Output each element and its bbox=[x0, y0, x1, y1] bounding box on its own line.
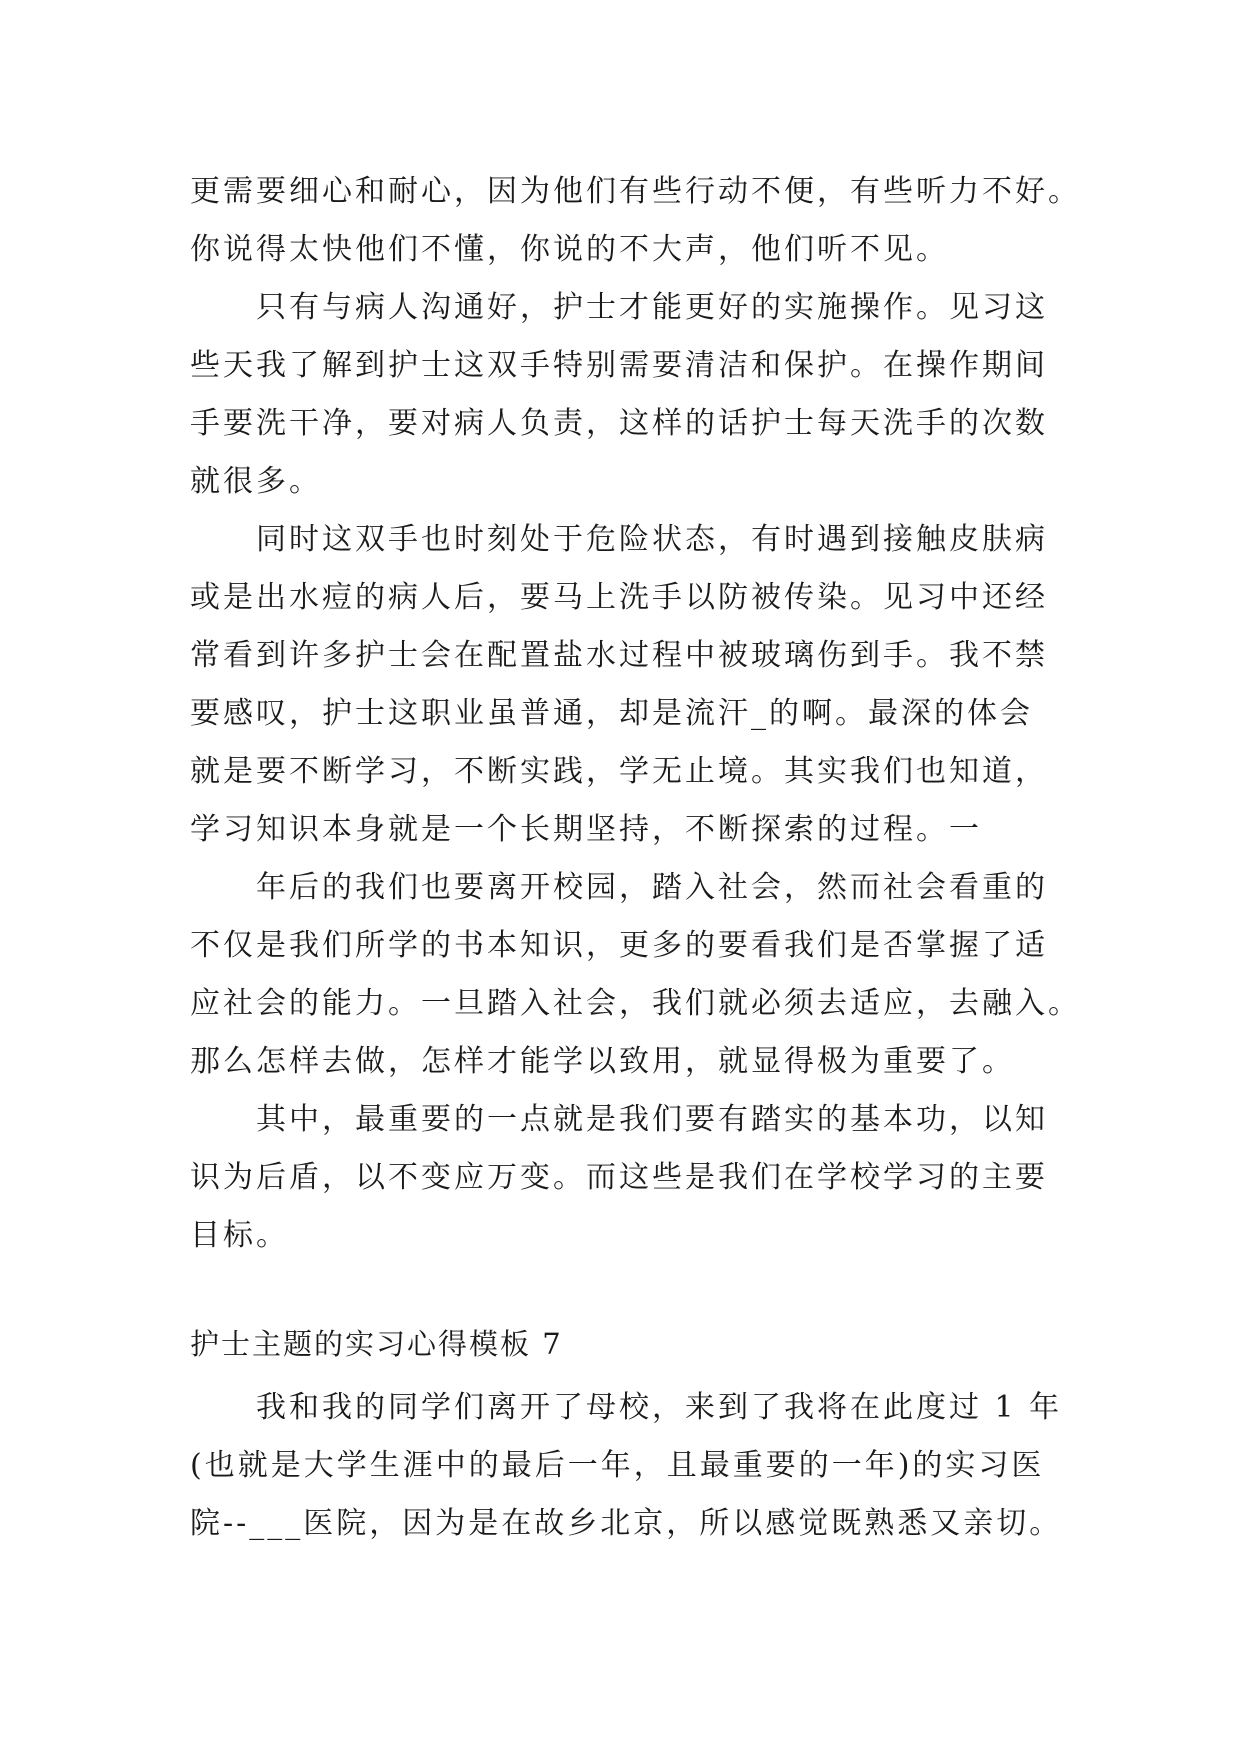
text-line: 那么怎样去做，怎样才能学以致用，就显得极为重要了。 bbox=[190, 1044, 1015, 1079]
text-line: 常看到许多护士会在配置盐水过程中被玻璃伤到手。我不禁 bbox=[190, 638, 1048, 673]
paragraph-start-line: 只有与病人沟通好，护士才能更好的实施操作。见习这 bbox=[256, 290, 1048, 325]
text-line: 识为后盾，以不变应万变。而这些是我们在学校学习的主要 bbox=[190, 1160, 1048, 1195]
text-line: 你说得太快他们不懂，你说的不大声，他们听不见。 bbox=[190, 232, 949, 267]
text-line: 院--___医院，因为是在故乡北京，所以感觉既熟悉又亲切。 bbox=[190, 1506, 1063, 1541]
paragraph-start-line: 同时这双手也时刻处于危险状态，有时遇到接触皮肤病 bbox=[256, 522, 1048, 557]
paragraph-start-line: 其中，最重要的一点就是我们要有踏实的基本功，以知 bbox=[256, 1102, 1048, 1137]
text-line: 不仅是我们所学的书本知识，更多的要看我们是否掌握了适 bbox=[190, 928, 1048, 963]
text-line: 更需要细心和耐心，因为他们有些行动不便，有些听力不好。 bbox=[190, 174, 1081, 209]
text-line: 应社会的能力。一旦踏入社会，我们就必须去适应，去融入。 bbox=[190, 986, 1081, 1021]
text-line: 些天我了解到护士这双手特别需要清洁和保护。在操作期间 bbox=[190, 348, 1048, 383]
text-line: 或是出水痘的病人后，要马上洗手以防被传染。见习中还经 bbox=[190, 580, 1048, 615]
paragraph-start-line: 我和我的同学们离开了母校，来到了我将在此度过 1 年 bbox=[256, 1390, 1063, 1425]
text-line: 就是要不断学习，不断实践，学无止境。其实我们也知道， bbox=[190, 754, 1048, 789]
text-line: 学习知识本身就是一个长期坚持，不断探索的过程。一 bbox=[190, 812, 982, 847]
text-line: 目标。 bbox=[190, 1218, 289, 1253]
text-line: 要感叹，护士这职业虽普通，却是流汗_的啊。最深的体会 bbox=[190, 696, 1033, 731]
text-line: 就很多。 bbox=[190, 464, 322, 499]
text-line: 手要洗干净，要对病人负责，这样的话护士每天洗手的次数 bbox=[190, 406, 1048, 441]
section-heading: 护士主题的实习心得模板 7 bbox=[190, 1327, 563, 1361]
text-line: (也就是大学生涯中的最后一年，且最重要的一年)的实习医 bbox=[190, 1448, 1045, 1483]
paragraph-start-line: 年后的我们也要离开校园，踏入社会，然而社会看重的 bbox=[256, 870, 1048, 905]
